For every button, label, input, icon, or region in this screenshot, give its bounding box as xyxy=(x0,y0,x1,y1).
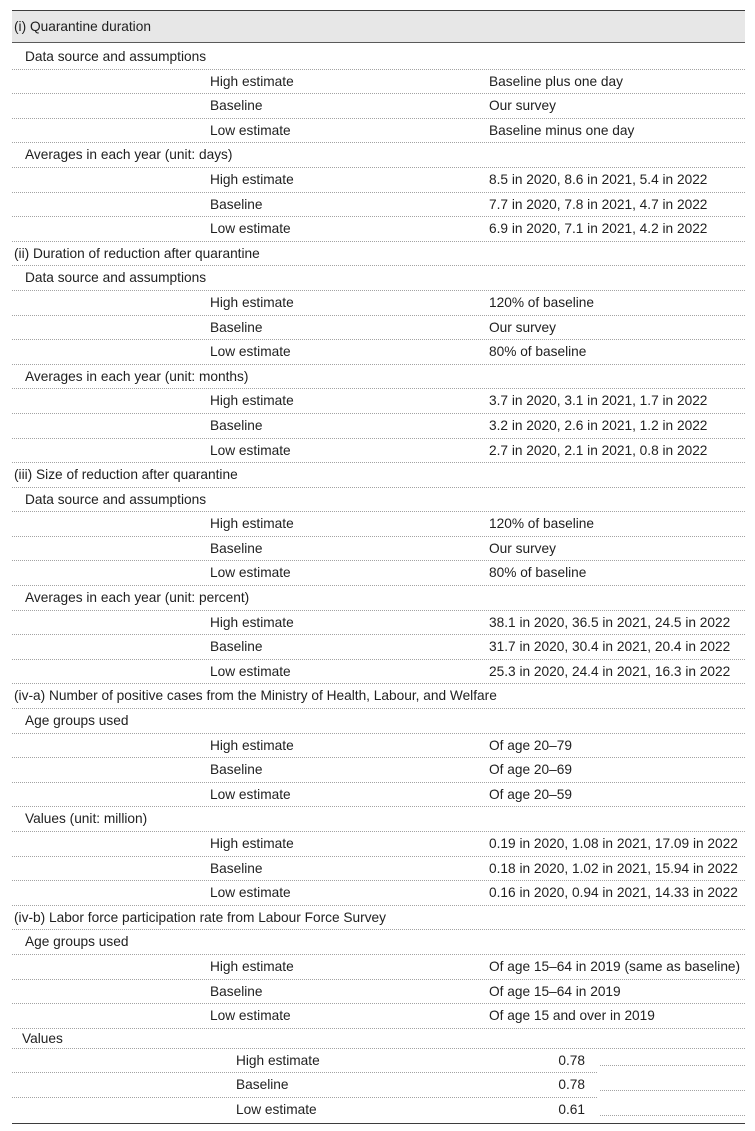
group-row xyxy=(12,45,745,70)
estimate-value: Of age 20–79 xyxy=(489,737,572,753)
group-label: Values xyxy=(22,1030,63,1046)
group-row xyxy=(12,488,745,513)
group-row xyxy=(12,709,745,734)
table-row xyxy=(12,832,745,857)
table-row xyxy=(12,1073,745,1098)
section-ii-title: (ii) Duration of reduction after quarantine xyxy=(14,245,260,261)
section-row xyxy=(12,906,745,931)
row-divider xyxy=(600,1090,745,1091)
estimate-value: 2.7 in 2020, 2.1 in 2021, 0.8 in 2022 xyxy=(489,442,708,458)
group-label: Age groups used xyxy=(25,713,129,729)
table-row xyxy=(12,980,745,1005)
table-row xyxy=(12,611,745,636)
estimate-value: 25.3 in 2020, 24.4 in 2021, 16.3 in 2022 xyxy=(489,663,731,679)
table-row xyxy=(12,1049,745,1074)
table-row xyxy=(12,857,745,882)
estimate-label: Low estimate xyxy=(210,344,291,360)
estimate-label: Baseline xyxy=(210,762,263,778)
group-row xyxy=(12,807,745,832)
table-row xyxy=(12,316,745,341)
estimate-label: Baseline xyxy=(210,860,263,876)
table-row xyxy=(12,291,745,316)
table-row xyxy=(12,389,745,414)
estimate-label: Low estimate xyxy=(210,885,291,901)
table-row xyxy=(12,119,745,144)
table-row xyxy=(12,635,745,660)
estimate-value: 38.1 in 2020, 36.5 in 2021, 24.5 in 2022 xyxy=(489,614,731,630)
estimate-value: 0.78 xyxy=(558,1052,585,1068)
estimate-label: Baseline xyxy=(236,1077,289,1093)
estimate-value: 0.61 xyxy=(558,1101,585,1117)
table-row xyxy=(12,955,745,980)
group-label: Age groups used xyxy=(25,934,129,950)
group-label: Averages in each year (unit: days) xyxy=(25,147,233,163)
table-row xyxy=(12,1004,745,1029)
table-row xyxy=(12,70,745,95)
estimate-label: High estimate xyxy=(210,737,294,753)
estimate-label: High estimate xyxy=(210,958,294,974)
table-row xyxy=(12,168,745,193)
estimate-label: Baseline xyxy=(210,417,263,433)
estimate-value: Of age 15–64 in 2019 (same as baseline) xyxy=(489,958,741,974)
estimate-value: 0.19 in 2020, 1.08 in 2021, 17.09 in 2022 xyxy=(489,836,738,851)
estimate-label: Low estimate xyxy=(210,442,291,458)
table-row xyxy=(12,660,745,685)
estimate-value: Our survey xyxy=(489,540,556,556)
table-row xyxy=(12,340,745,365)
estimate-value: Our survey xyxy=(489,319,556,335)
estimate-value: 31.7 in 2020, 30.4 in 2021, 20.4 in 2022 xyxy=(489,639,731,655)
row-divider xyxy=(600,1115,745,1116)
table-row xyxy=(12,217,745,242)
estimate-label: Baseline xyxy=(210,639,263,655)
estimate-label: Low estimate xyxy=(210,663,291,679)
estimate-value: Of age 20–69 xyxy=(489,762,572,778)
table-row xyxy=(12,561,745,586)
estimate-label: High estimate xyxy=(210,171,294,187)
estimate-value: 0.78 xyxy=(558,1077,585,1093)
estimate-value: 6.9 in 2020, 7.1 in 2021, 4.2 in 2022 xyxy=(489,221,708,237)
table-row xyxy=(12,783,745,808)
estimate-label: High estimate xyxy=(210,294,294,310)
estimate-label: Baseline xyxy=(210,319,263,335)
estimate-value: Our survey xyxy=(489,98,556,114)
table-row xyxy=(12,439,745,464)
section-row xyxy=(12,684,745,709)
estimate-value: 80% of baseline xyxy=(489,565,587,581)
estimate-label: Low estimate xyxy=(236,1101,317,1117)
table-row xyxy=(12,94,745,119)
estimate-label: Baseline xyxy=(210,196,263,212)
estimate-value: 120% of baseline xyxy=(489,294,595,310)
row-divider xyxy=(600,1065,745,1066)
section-row xyxy=(12,242,745,267)
estimate-value: 8.5 in 2020, 8.6 in 2021, 5.4 in 2022 xyxy=(489,171,708,187)
estimate-label: Low estimate xyxy=(210,1008,291,1024)
section-row xyxy=(12,463,745,488)
section-iii-title: (iii) Size of reduction after quarantine xyxy=(14,467,238,483)
estimate-value: Of age 15–64 in 2019 xyxy=(489,983,621,999)
group-label: Data source and assumptions xyxy=(25,49,207,64)
table-row xyxy=(12,512,745,537)
estimate-label: Low estimate xyxy=(210,565,291,581)
group-row xyxy=(12,930,745,955)
group-row xyxy=(12,1029,745,1049)
group-label: Values (unit: million) xyxy=(25,811,148,827)
estimate-value: Baseline minus one day xyxy=(489,122,635,138)
group-row xyxy=(12,365,745,390)
table-row xyxy=(12,1098,745,1123)
estimate-value: 120% of baseline xyxy=(489,516,595,532)
estimate-label: High estimate xyxy=(236,1052,320,1068)
estimate-value: 3.7 in 2020, 3.1 in 2021, 1.7 in 2022 xyxy=(489,393,708,409)
estimate-label: High estimate xyxy=(210,836,294,851)
estimate-label: Baseline xyxy=(210,98,263,114)
group-label: Averages in each year (unit: percent) xyxy=(25,590,250,606)
estimate-label: High estimate xyxy=(210,614,294,630)
group-label: Data source and assumptions xyxy=(25,270,207,286)
table-row xyxy=(12,734,745,759)
estimate-label: High estimate xyxy=(210,516,294,532)
group-row xyxy=(12,143,745,168)
section-iv-a-title: (iv-a) Number of positive cases from the Ministry of Health, Labour, and Welfare xyxy=(14,688,497,704)
estimate-value: 3.2 in 2020, 2.6 in 2021, 1.2 in 2022 xyxy=(489,417,708,433)
estimate-value: 80% of baseline xyxy=(489,344,587,360)
estimate-label: Low estimate xyxy=(210,221,291,237)
group-label: Averages in each year (unit: months) xyxy=(25,368,249,384)
estimate-value: 7.7 in 2020, 7.8 in 2021, 4.7 in 2022 xyxy=(489,196,708,212)
table-row xyxy=(12,758,745,783)
table-row xyxy=(12,537,745,562)
estimate-label: High estimate xyxy=(210,393,294,409)
estimate-value: 0.16 in 2020, 0.94 in 2021, 14.33 in 2022 xyxy=(489,885,738,901)
estimate-label: Baseline xyxy=(210,540,263,556)
estimate-value: Of age 20–59 xyxy=(489,786,572,802)
table-header-row xyxy=(12,11,745,43)
estimate-value: Baseline plus one day xyxy=(489,73,623,89)
table-row xyxy=(12,414,745,439)
estimate-value: Of age 15 and over in 2019 xyxy=(489,1008,655,1024)
estimate-label: Low estimate xyxy=(210,786,291,802)
group-label: Data source and assumptions xyxy=(25,491,207,507)
parameter-table xyxy=(12,10,745,1124)
estimate-label: Baseline xyxy=(210,983,263,999)
section-iv-b-title: (iv-b) Labor force participation rate from Labour Force Survey xyxy=(14,909,387,925)
table-row xyxy=(12,881,745,906)
group-row xyxy=(12,266,745,291)
estimate-label: High estimate xyxy=(210,73,294,89)
estimate-label: Low estimate xyxy=(210,122,291,138)
table-row xyxy=(12,193,745,218)
estimate-value: 0.18 in 2020, 1.02 in 2021, 15.94 in 2022 xyxy=(489,860,738,876)
group-row xyxy=(12,586,745,611)
section-i-title: (i) Quarantine duration xyxy=(14,19,151,34)
